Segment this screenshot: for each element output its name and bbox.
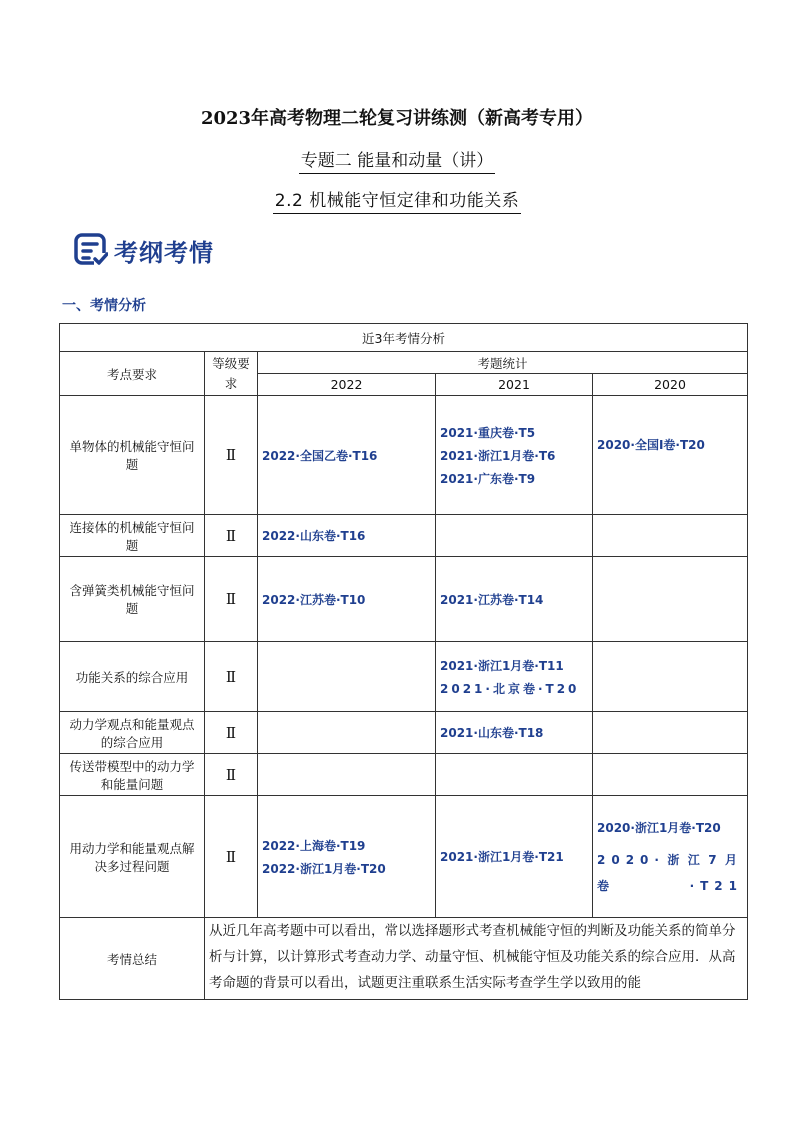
y2021-cell [436,642,593,712]
y2020-cell [593,642,748,712]
question-ref: 2022·全国乙卷·T16 [262,448,378,463]
y2022-cell [258,754,436,796]
y2020-cell [593,754,748,796]
header-level: 等级要求 [205,352,258,396]
section-title [0,186,794,211]
question-ref: 2021·浙江1月卷·T11 [440,658,564,673]
level-cell: Ⅱ [205,515,258,557]
question-ref: 2022·浙江1月卷·T20 [262,861,386,876]
y2021-cell [436,796,593,918]
table-caption: 近3年考情分析 [60,324,748,352]
question-ref: 2022·江苏卷·T10 [262,592,366,607]
y2021-cell [436,557,593,642]
header-year: 2022 [258,374,436,396]
y2022-cell [258,515,436,557]
level-cell: Ⅱ [205,712,258,754]
question-ref: 2021·广东卷·T9 [440,471,536,486]
question-ref: 2021·北京卷·T20 [440,681,580,696]
banner-label: 考纲考情 [114,238,214,267]
y2020-cell [593,515,748,557]
table-row [60,396,748,515]
y2021-cell [436,515,593,557]
exam-analysis-table [59,323,748,1000]
y2020-cell [593,796,748,918]
table-caption-row [60,324,748,352]
point-cell: 功能关系的综合应用 [60,642,205,712]
question-ref: 2022·山东卷·T16 [262,529,366,543]
point-cell: 用动力学和能量观点解决多过程问题 [60,796,205,918]
level-cell: Ⅱ [205,396,258,515]
summary-cell [205,918,748,1000]
point-cell: 传送带模型中的动力学和能量问题 [60,754,205,796]
level-cell: Ⅱ [205,642,258,712]
y2021-cell [436,396,593,515]
exam-outline-banner [74,232,214,268]
table-row [60,796,748,918]
topic-title-text: 专题二 能量和动量（讲） [299,151,495,174]
point-cell: 动力学观点和能量观点的综合应用 [60,712,205,754]
table-summary-row [60,918,748,1000]
table-row [60,754,748,796]
y2021-cell [436,712,593,754]
y2020-cell [593,712,748,754]
y2022-cell [258,396,436,515]
header-year: 2020 [593,374,748,396]
header-year: 2021 [436,374,593,396]
y2020-cell [593,557,748,642]
y2022-cell [258,712,436,754]
y2021-cell [436,754,593,796]
point-cell: 连接体的机械能守恒问题 [60,515,205,557]
document-title: 2023年高考物理二轮复习讲练测（新高考专用） [200,108,594,129]
question-ref: 2021·浙江1月卷·T6 [440,448,556,463]
header-stats: 考题统计 [258,352,748,374]
header-point: 考点要求 [60,352,205,396]
document-list-icon [74,233,108,267]
question-ref: 2021·山东卷·T18 [440,726,544,740]
y2022-cell [258,796,436,918]
question-ref: 2021·浙江1月卷·T21 [440,850,564,864]
summary-label: 考情总结 [60,918,205,1000]
table-row [60,712,748,754]
level-cell: Ⅱ [205,557,258,642]
question-ref: 2020·全国Ⅰ卷·T20 [597,438,705,452]
question-ref: 2021·重庆卷·T5 [440,425,536,440]
point-cell: 含弹簧类机械能守恒问题 [60,557,205,642]
summary-text: 从近几年高考题中可以看出，常以选择题形式考查机械能守恒的判断及功能关系的简单分析与计算，以计算形式考查动力学、动量守恒、机械能守恒及功能关系的综合应用．从高考命题的背景可以看出，试题更注重联系生活实际考查学生学以致用的能 [209,923,736,991]
section-heading: 一、考情分析 [62,298,146,314]
table-header-row [60,352,748,374]
y2022-cell [258,642,436,712]
table-row [60,642,748,712]
question-ref: 2021·江苏卷·T14 [440,592,544,607]
point-cell: 单物体的机械能守恒问题 [60,396,205,515]
table-row [60,515,748,557]
topic-title [0,146,794,171]
question-ref: 2020·浙江1月卷·T20 [597,820,721,835]
question-ref: 2022·上海卷·T19 [262,838,366,853]
level-cell: Ⅱ [205,796,258,918]
table-row [60,557,748,642]
y2022-cell [258,557,436,642]
section-title-text: 2.2 机械能守恒定律和功能关系 [273,191,521,214]
level-cell: Ⅱ [205,754,258,796]
y2020-cell [593,396,748,515]
question-ref: 2020·浙江7月卷·T21 [597,852,744,893]
